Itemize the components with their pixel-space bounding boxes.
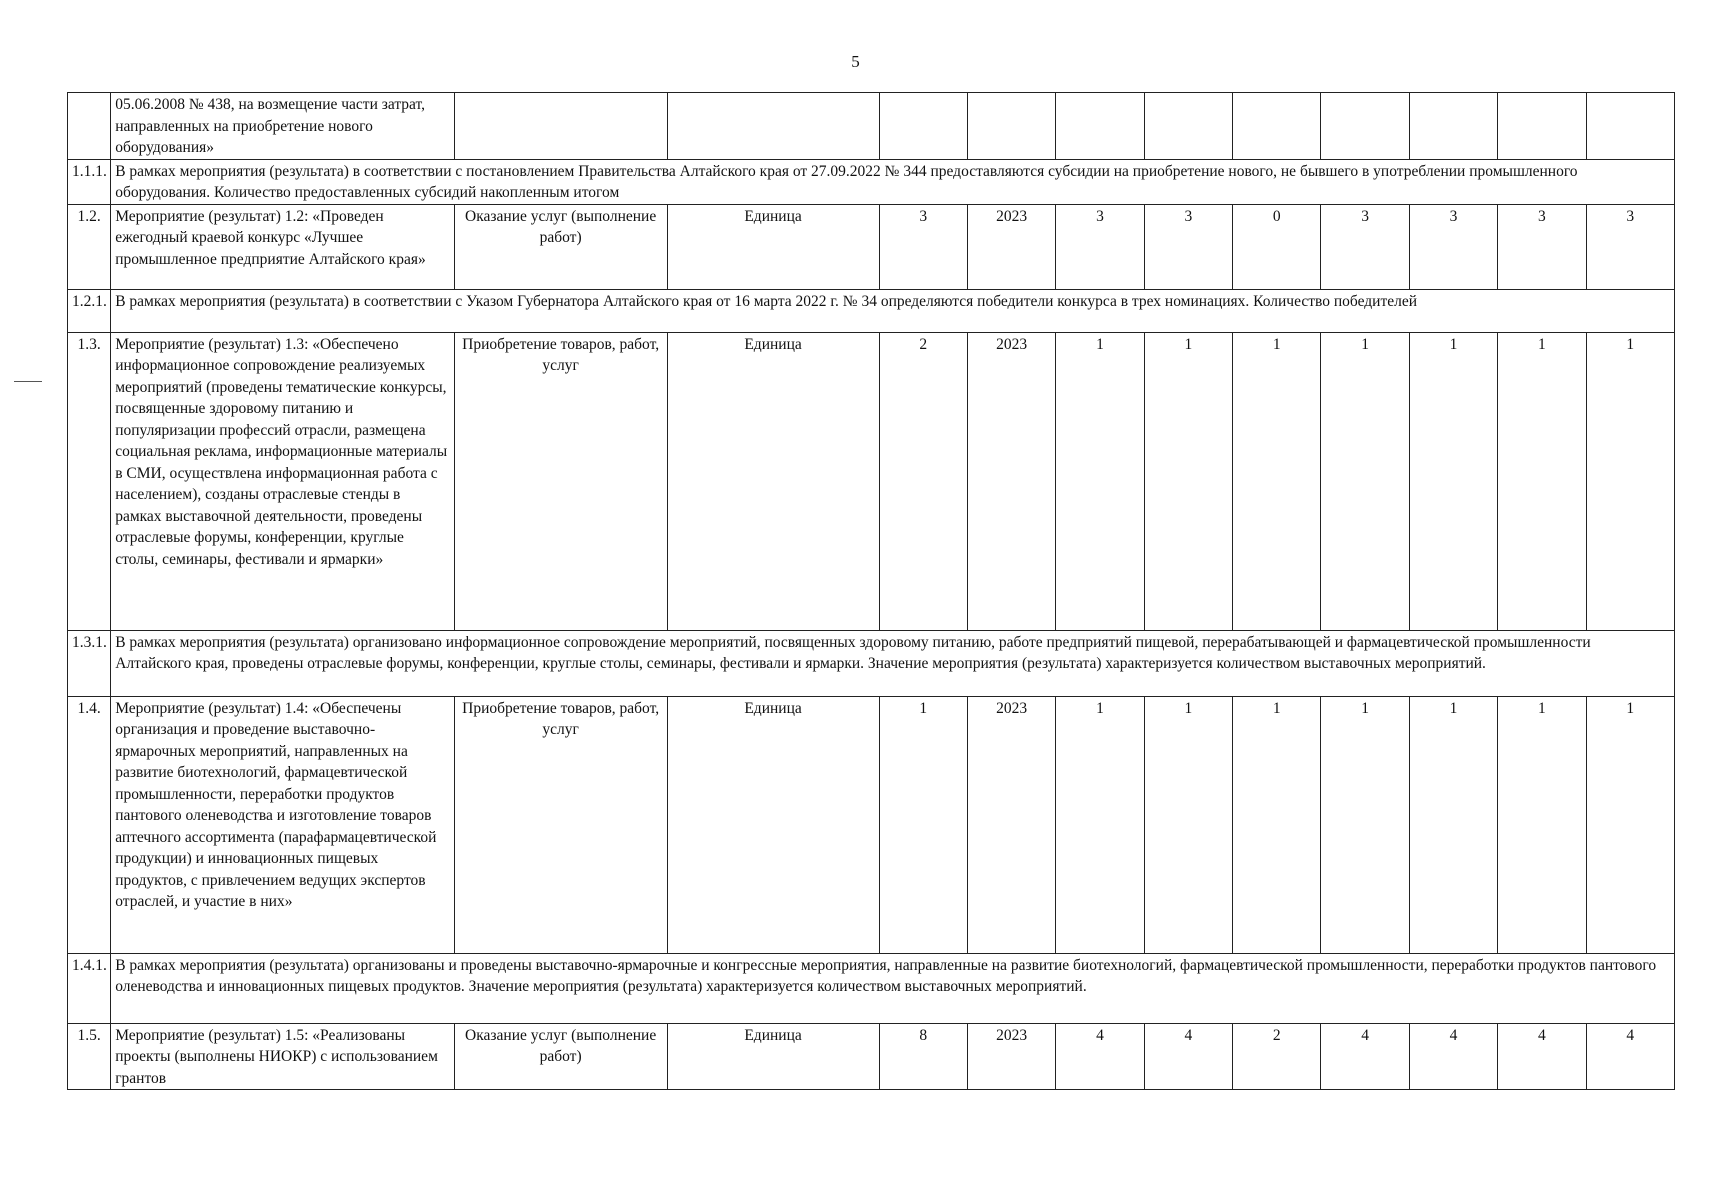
year-value-5: 4	[1409, 1023, 1497, 1090]
year-value-1	[1056, 93, 1144, 160]
table-row	[68, 93, 1675, 160]
table-row	[68, 696, 1675, 953]
base-year	[967, 93, 1055, 160]
year-value-7: 3	[1586, 204, 1674, 289]
year-value-3	[1233, 93, 1321, 160]
measure-unit: Единица	[667, 204, 879, 289]
measure-unit: Единица	[667, 332, 879, 630]
year-value-7: 1	[1586, 696, 1674, 953]
measure-name: Мероприятие (результат) 1.4: «Обеспечены организация и проведение выставочно-ярмарочных мероприятий, направленных на развитие биотехнологий, фармацевтической промышленности, переработки продуктов пантового оленеводства и изготовление товаров аптечного ассортимента (парафармацевтической продукции) и инновационных пищевых продуктов, с привлечением ведущих экспертов отраслей, и участие в них»	[111, 696, 454, 953]
year-value-7: 4	[1586, 1023, 1674, 1090]
base-value	[879, 93, 967, 160]
year-value-6: 1	[1498, 696, 1586, 953]
row-number: 1.1.1.	[68, 159, 111, 204]
year-value-2: 1	[1144, 332, 1232, 630]
year-value-6	[1498, 93, 1586, 160]
year-value-2: 4	[1144, 1023, 1232, 1090]
year-value-7	[1586, 93, 1674, 160]
indicators-table	[67, 92, 1675, 1090]
note-row	[68, 953, 1675, 1023]
base-year: 2023	[967, 332, 1055, 630]
page-number: 5	[851, 52, 860, 71]
year-value-4: 1	[1321, 332, 1409, 630]
note-row	[68, 630, 1675, 696]
year-value-5: 1	[1409, 332, 1497, 630]
year-value-4: 3	[1321, 204, 1409, 289]
measure-name: 05.06.2008 № 438, на возмещение части затрат, направленных на приобретение нового оборудования»	[111, 93, 454, 160]
measure-type: Приобретение товаров, работ, услуг	[454, 696, 667, 953]
year-value-1: 3	[1056, 204, 1144, 289]
year-value-3: 1	[1233, 696, 1321, 953]
year-value-4: 1	[1321, 696, 1409, 953]
year-value-1: 1	[1056, 332, 1144, 630]
note-text: В рамках мероприятия (результата) в соответствии с Указом Губернатора Алтайского края от 16 марта 2022 г. № 34 определяются победители конкурса в трех номинациях. Количество победителей	[111, 289, 1675, 332]
measure-type	[454, 93, 667, 160]
year-value-3: 2	[1233, 1023, 1321, 1090]
note-row	[68, 159, 1675, 204]
row-number: 1.5.	[68, 1023, 111, 1090]
measure-name: Мероприятие (результат) 1.2: «Проведен ежегодный краевой конкурс «Лучшее промышленное предприятие Алтайского края»	[111, 204, 454, 289]
row-number: 1.4.	[68, 696, 111, 953]
year-value-3: 0	[1233, 204, 1321, 289]
measure-name: Мероприятие (результат) 1.5: «Реализованы проекты (выполнены НИОКР) с использованием грантов	[111, 1023, 454, 1090]
year-value-1: 4	[1056, 1023, 1144, 1090]
year-value-2	[1144, 93, 1232, 160]
row-number: 1.3.	[68, 332, 111, 630]
row-number: 1.4.1.	[68, 953, 111, 1023]
year-value-3: 1	[1233, 332, 1321, 630]
measure-type: Оказание услуг (выполнение работ)	[454, 204, 667, 289]
year-value-1: 1	[1056, 696, 1144, 953]
measure-type: Оказание услуг (выполнение работ)	[454, 1023, 667, 1090]
measure-type: Приобретение товаров, работ, услуг	[454, 332, 667, 630]
year-value-6: 3	[1498, 204, 1586, 289]
row-number: 1.2.1.	[68, 289, 111, 332]
year-value-4: 4	[1321, 1023, 1409, 1090]
year-value-4	[1321, 93, 1409, 160]
base-year: 2023	[967, 1023, 1055, 1090]
measure-unit	[667, 93, 879, 160]
measure-unit: Единица	[667, 1023, 879, 1090]
base-value: 8	[879, 1023, 967, 1090]
row-number	[68, 93, 111, 160]
note-text: В рамках мероприятия (результата) организовано информационное сопровождение мероприятий, посвященных здоровому питанию, работе предприятий пищевой, перерабатывающей и фармацевтической промышленности Алтайского края, проведены отраслевые форумы, конференции, круглые столы, семинары, фестивали и ярмарки. Значение мероприятия (результата) характеризуется количеством выставочных мероприятий.	[111, 630, 1675, 696]
year-value-5: 3	[1409, 204, 1497, 289]
table-row	[68, 1023, 1675, 1090]
table-row	[68, 204, 1675, 289]
measure-unit: Единица	[667, 696, 879, 953]
year-value-5	[1409, 93, 1497, 160]
table-row	[68, 332, 1675, 630]
row-number: 1.2.	[68, 204, 111, 289]
note-row	[68, 289, 1675, 332]
base-value: 3	[879, 204, 967, 289]
row-number: 1.3.1.	[68, 630, 111, 696]
base-year: 2023	[967, 696, 1055, 953]
base-value: 1	[879, 696, 967, 953]
year-value-6: 1	[1498, 332, 1586, 630]
measure-name: Мероприятие (результат) 1.3: «Обеспечено информационное сопровождение реализуемых мероприятий (проведены тематические конкурсы, посвященные здоровому питанию и популяризации профессий отрасли, размещена социальная реклама, информационные материалы в СМИ, осуществлена информационная работа с населением), созданы отраслевые стенды в рамках выставочной деятельности, проведены отраслевые форумы, конференции, круглые столы, семинары, фестивали и ярмарки»	[111, 332, 454, 630]
year-value-2: 1	[1144, 696, 1232, 953]
note-text: В рамках мероприятия (результата) организованы и проведены выставочно-ярмарочные и конгрессные мероприятия, направленные на развитие биотехнологий, фармацевтической промышленности, переработки продуктов пантового оленеводства и инновационных пищевых продуктов. Значение мероприятия (результата) характеризуется количеством выставочных мероприятий.	[111, 953, 1675, 1023]
year-value-5: 1	[1409, 696, 1497, 953]
base-value: 2	[879, 332, 967, 630]
note-text: В рамках мероприятия (результата) в соответствии с постановлением Правительства Алтайского края от 27.09.2022 № 344 предоставляются субсидии на приобретение нового, не бывшего в употреблении промышленного оборудования. Количество предоставленных субсидий накопленным итогом	[111, 159, 1675, 204]
year-value-6: 4	[1498, 1023, 1586, 1090]
scan-mark	[14, 381, 42, 382]
base-year: 2023	[967, 204, 1055, 289]
year-value-7: 1	[1586, 332, 1674, 630]
year-value-2: 3	[1144, 204, 1232, 289]
